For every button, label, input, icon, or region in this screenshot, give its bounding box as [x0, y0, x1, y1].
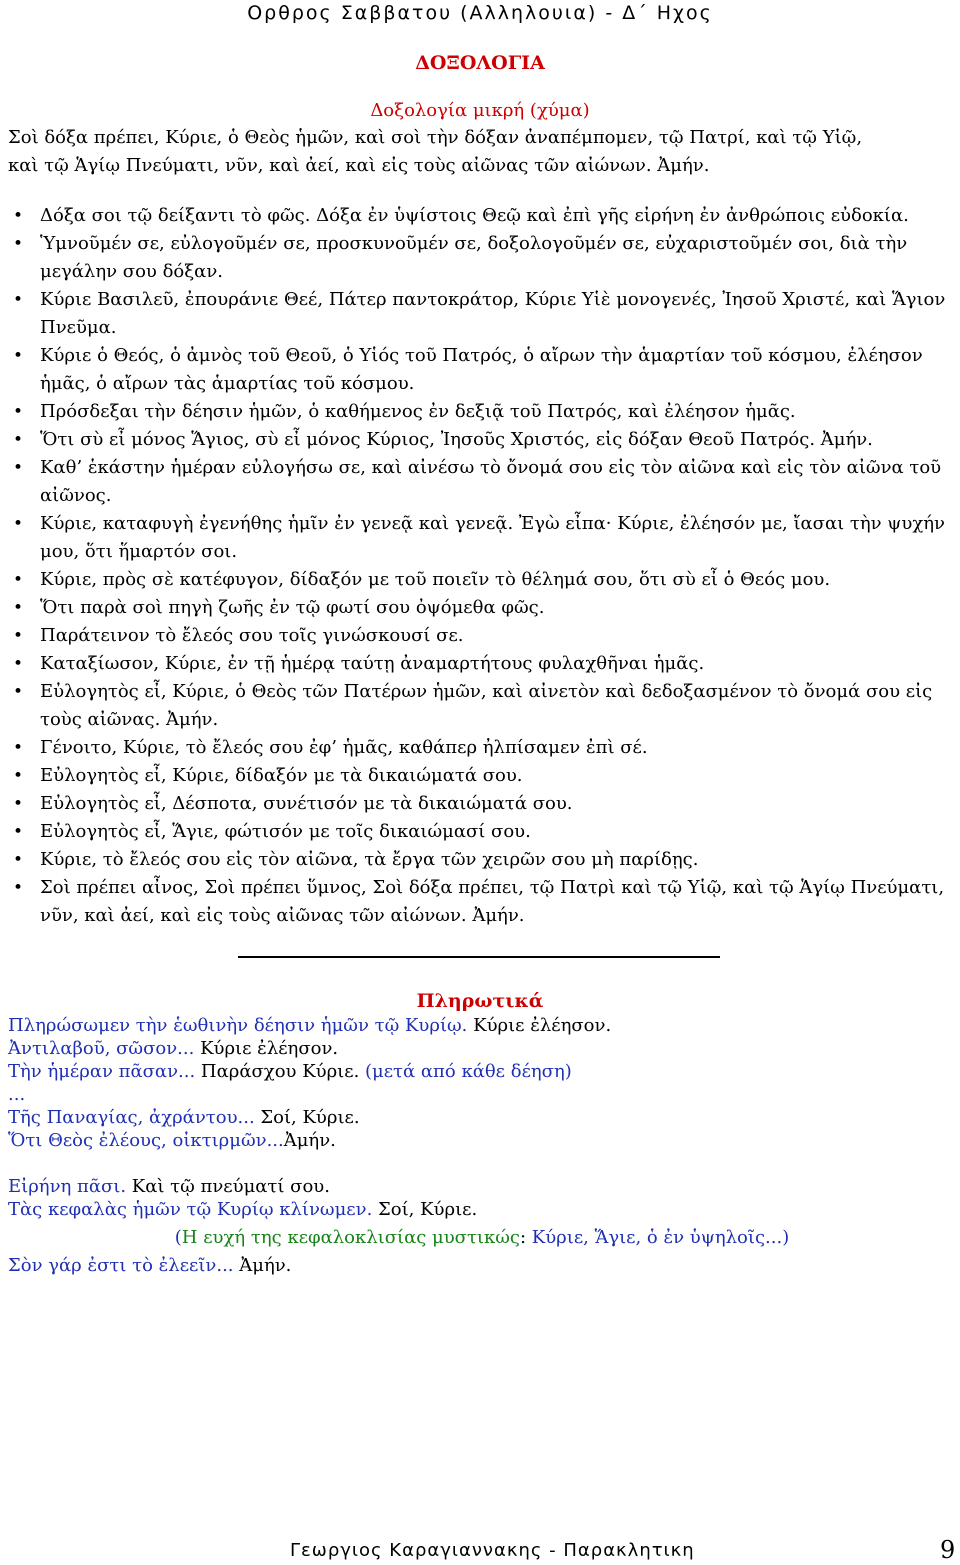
spacer — [8, 1152, 956, 1175]
petition-text: Τὰς κεφαλὰς ἡμῶν τῷ Κυρίῳ κλίνωμεν. — [8, 1199, 373, 1220]
doxology-title: ΔΟΞΟΛΟΓΙΑ — [415, 52, 545, 74]
verse-item: • Γένοιτο, Κύριε, τὸ ἔλεός σου ἐφ’ ἡμᾶς, καθάπερ ἠλπίσαμεν ἐπὶ σέ. — [40, 734, 958, 762]
verse-item: • Κύριε ὁ Θεός, ὁ ἀμνὸς τοῦ Θεοῦ, ὁ Υἱός τοῦ Πατρός, ὁ αἴρων τὴν ἁμαρτίαν τοῦ κόσμου, ἐλέησον ἡμᾶς, ὁ αἴρων τὰς ἁμαρτίας τοῦ κόσμου. — [40, 342, 958, 398]
response-text: Κύριε ἐλέησον. — [194, 1038, 339, 1059]
verse-item: • Σοὶ πρέπει αἶνος, Σοὶ πρέπει ὕμνος, Σοὶ δόξα πρέπει, τῷ Πατρὶ καὶ τῷ Υἱῷ, καὶ τῷ Ἁγίῳ Πνεύματι, νῦν, καὶ ἀεί, καὶ εἰς τοὺς αἰῶνας τῶν αἰώνων. Ἀμήν. — [40, 874, 958, 930]
rubric-line — [8, 1226, 956, 1249]
rubric-text: Η ευχή της κεφαλοκλισίας μυστικώς — [181, 1227, 520, 1248]
verse-item: • Κύριε, πρὸς σὲ κατέφυγον, δίδαξόν με τοῦ ποιεῖν τὸ θέλημά σου, ὅτι σὺ εἶ ὁ Θεός μου. — [40, 566, 958, 594]
doxology-subtitle: Δοξολογία μικρή (χύμα) — [370, 100, 590, 121]
response-text: Ἀμήν. — [233, 1255, 292, 1276]
verse-item: • Δόξα σοι τῷ δείξαντι τὸ φῶς. Δόξα ἐν ὑψίστοις Θεῷ καὶ ἐπὶ γῆς εἰρήνη ἐν ἀνθρώποις εὐδοκία. — [40, 202, 958, 230]
litany-line — [8, 1037, 956, 1060]
verse-item: • Καθ’ ἑκάστην ἡμέραν εὐλογήσω σε, καὶ αἰνέσω τὸ ὄνομά σου εἰς τὸν αἰῶνα καὶ εἰς τὸν αἰῶνα τοῦ αἰῶνος. — [40, 454, 958, 510]
petition-text: Εἰρήνη πᾶσι. — [8, 1176, 127, 1197]
petition-text: Σὸν γάρ ἐστι τὸ ἐλεεῖν... — [8, 1255, 234, 1276]
response-text: Καὶ τῷ πνεύματί σου. — [126, 1176, 330, 1197]
paren-open: ( — [174, 1227, 182, 1248]
litany-line — [8, 1175, 956, 1198]
plerotika-litany — [8, 1014, 956, 1277]
petition-text: Πληρώσωμεν τὴν ἑωθινὴν δέησιν ἡμῶν τῷ Κυρίῳ. — [8, 1015, 468, 1036]
response-text: Σοί, Κύριε. — [372, 1199, 478, 1220]
colon: : — [520, 1227, 532, 1248]
response-text: Ἀμήν. — [283, 1130, 336, 1151]
page-header: Ορθρος Σαββατου (Αλληλουια) - Δ΄ Ηχος — [247, 2, 713, 24]
verse-item: • Πρόσδεξαι τὴν δέησιν ἡμῶν, ὁ καθήμενος ἐν δεξιᾷ τοῦ Πατρός, καὶ ἐλέησον ἡμᾶς. — [40, 398, 958, 426]
verse-item: • Κύριε Βασιλεῦ, ἐπουράνιε Θεέ, Πάτερ παντοκράτορ, Κύριε Υἱὲ μονογενές, Ἰησοῦ Χριστέ, καὶ Ἅγιον Πνεῦμα. — [40, 286, 958, 342]
doxology-intro — [8, 124, 956, 180]
verse-item: • Εὐλογητὸς εἶ, Δέσποτα, συνέτισόν με τὰ δικαιώματά σου. — [40, 790, 958, 818]
rubric-note: (μετά από κάθε δέηση) — [365, 1061, 572, 1082]
paren-close: ) — [782, 1227, 790, 1248]
response-text: Παράσχου Κύριε. — [195, 1061, 366, 1082]
verse-item: • Καταξίωσον, Κύριε, ἐν τῇ ἡμέρᾳ ταύτῃ ἀναμαρτήτους φυλαχθῆναι ἡμᾶς. — [40, 650, 958, 678]
litany-line — [8, 1129, 956, 1152]
doxology-verse-list — [0, 202, 958, 930]
section-divider — [238, 956, 720, 958]
litany-line — [8, 1198, 956, 1221]
verse-item: • Ὑμνοῦμέν σε, εὐλογοῦμέν σε, προσκυνοῦμέν σε, δοξολογοῦμέν σε, εὐχαριστοῦμέν σοι, διὰ τὴν μεγάλην σου δόξαν. — [40, 230, 958, 286]
verse-item: • Εὐλογητὸς εἶ, Κύριε, ὁ Θεὸς τῶν Πατέρων ἡμῶν, καὶ αἰνετὸν καὶ δεδοξασμένον τὸ ὄνομά σου εἰς τοὺς αἰῶνας. Ἀμήν. — [40, 678, 958, 734]
verse-item: • Παράτεινον τὸ ἔλεός σου τοῖς γινώσκουσί σε. — [40, 622, 958, 650]
plerotika-title: Πληρωτικά — [416, 990, 544, 1012]
litany-ellipsis: ... — [8, 1084, 26, 1105]
response-text: Σοί, Κύριε. — [254, 1107, 360, 1128]
petition-text: Ἀντιλαβοῦ, σῶσον... — [8, 1038, 195, 1059]
litany-line — [8, 1014, 956, 1037]
verse-item: • Κύριε, τὸ ἔλεός σου εἰς τὸν αἰῶνα, τὰ ἔργα τῶν χειρῶν σου μὴ παρίδῃς. — [40, 846, 958, 874]
petition-text: Τῆς Παναγίας, ἀχράντου... — [8, 1107, 255, 1128]
prayer-incipit: Κύριε, Ἅγιε, ὁ ἐν ὑψηλοῖς... — [531, 1227, 783, 1248]
verse-item: • Ὅτι παρὰ σοὶ πηγὴ ζωῆς ἐν τῷ φωτί σου ὀψόμεθα φῶς. — [40, 594, 958, 622]
petition-text: Τὴν ἡμέραν πᾶσαν... — [8, 1061, 196, 1082]
intro-line: Σοὶ δόξα πρέπει, Κύριε, ὁ Θεὸς ἡμῶν, καὶ σοὶ τὴν δόξαν ἀναπέμπομεν, τῷ Πατρί, καὶ τῷ Υἱῷ, — [8, 127, 863, 148]
verse-item: • Εὐλογητὸς εἶ, Κύριε, δίδαξόν με τὰ δικαιώματά σου. — [40, 762, 958, 790]
page-number: 9 — [940, 1536, 956, 1564]
verse-item: • Κύριε, καταφυγὴ ἐγενήθης ἡμῖν ἐν γενεᾷ καὶ γενεᾷ. Ἐγὼ εἶπα· Κύριε, ἐλέησόν με, ἴασαι τὴν ψυχήν μου, ὅτι ἥμαρτόν σοι. — [40, 510, 958, 566]
intro-line: καὶ τῷ Ἁγίῳ Πνεύματι, νῦν, καὶ ἀεί, καὶ εἰς τοὺς αἰῶνας τῶν αἰώνων. Ἀμήν. — [8, 155, 710, 176]
verse-item: • Ὅτι σὺ εἶ μόνος Ἅγιος, σὺ εἶ μόνος Κύριος, Ἰησοῦς Χριστός, εἰς δόξαν Θεοῦ Πατρός. Ἀμήν. — [40, 426, 958, 454]
litany-line — [8, 1060, 956, 1083]
litany-line — [8, 1254, 956, 1277]
litany-line — [8, 1106, 956, 1129]
verse-item: • Εὐλογητὸς εἶ, Ἅγιε, φώτισόν με τοῖς δικαιώμασί σου. — [40, 818, 958, 846]
petition-text: Ὅτι Θεὸς ἐλέους, οἰκτιρμῶν... — [8, 1130, 284, 1151]
response-text: Κύριε ἐλέησον. — [467, 1015, 612, 1036]
page-footer: Γεωργιος Καραγιαννακης - Παρακλητικη — [290, 1540, 695, 1561]
